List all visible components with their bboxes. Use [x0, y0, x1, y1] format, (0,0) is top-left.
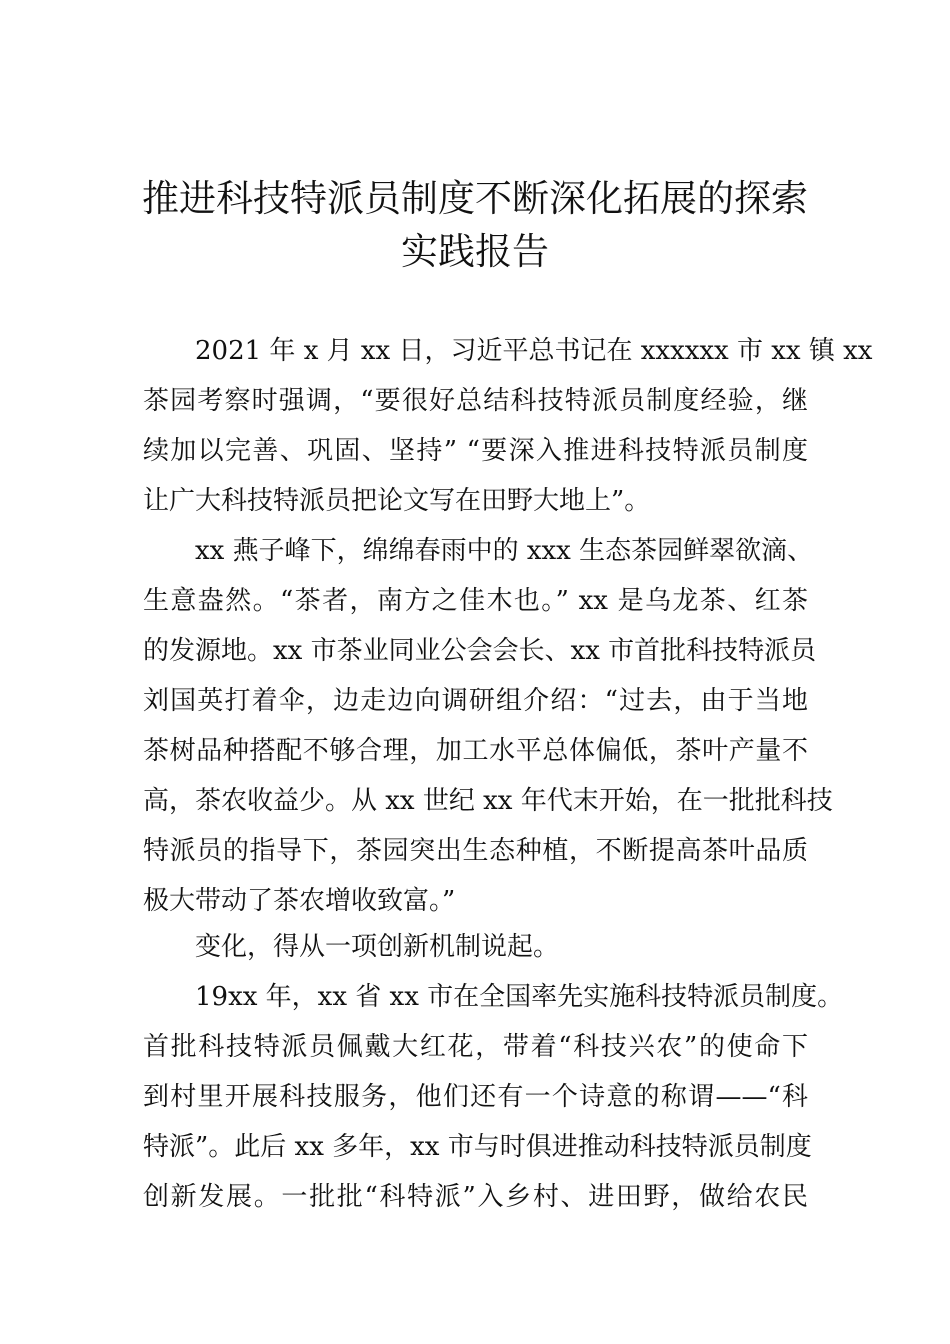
paragraph-4-line-5: 创新发展。一批批“科特派”入乡村、进田野，做给农民 — [143, 1182, 808, 1212]
paragraph-4-line-2: 首批科技特派员佩戴大红花，带着“科技兴农”的使命下 — [143, 1032, 808, 1062]
paragraph-2-line-4: 刘国英打着伞，边走边向调研组介绍：“过去，由于当地 — [143, 686, 808, 716]
paragraph-2-line-2: 生意盎然。“茶者，南方之佳木也。” xx 是乌龙茶、红茶 — [143, 586, 808, 616]
paragraph-2-line-6: 高，茶农收益少。从 xx 世纪 xx 年代末开始，在一批批科技 — [143, 786, 833, 816]
paragraph-2-line-5: 茶树品种搭配不够合理，加工水平总体偏低，茶叶产量不 — [143, 736, 808, 766]
paragraph-2-line-1: xx 燕子峰下，绵绵春雨中的 xxx 生态茶园鲜翠欲滴、 — [195, 536, 814, 566]
paragraph-2-line-8: 极大带动了茶农增收致富。” — [143, 886, 456, 916]
paragraph-3-line-1: 变化，得从一项创新机制说起。 — [195, 932, 560, 962]
paragraph-1-line-4: 让广大科技特派员把论文写在田野大地上”。 — [143, 486, 651, 516]
paragraph-2-line-3: 的发源地。xx 市茶业同业公会会长、xx 市首批科技特派员 — [143, 636, 817, 666]
paragraph-4-line-1: 19xx 年，xx 省 xx 市在全国率先实施科技特派员制度。 — [195, 982, 844, 1012]
paragraph-1-line-2: 茶园考察时强调，“要很好总结科技特派员制度经验，继 — [143, 386, 808, 416]
document-title-line-2: 实践报告 — [401, 230, 549, 273]
document-title-line-1: 推进科技特派员制度不断深化拓展的探索 — [142, 177, 808, 220]
paragraph-4-line-3: 到村里开展科技服务，他们还有一个诗意的称谓——“科 — [143, 1082, 808, 1112]
paragraph-2-line-7: 特派员的指导下，茶园突出生态种植，不断提高茶叶品质 — [143, 836, 808, 866]
paragraph-1-line-1: 2021 年 x 月 xx 日，习近平总书记在 xxxxxx 市 xx 镇 xx — [195, 336, 873, 366]
paragraph-1-line-3: 续加以完善、巩固、坚持” “要深入推进科技特派员制度 — [143, 436, 808, 466]
paragraph-4-line-4: 特派”。此后 xx 多年，xx 市与时俱进推动科技特派员制度 — [143, 1132, 812, 1162]
